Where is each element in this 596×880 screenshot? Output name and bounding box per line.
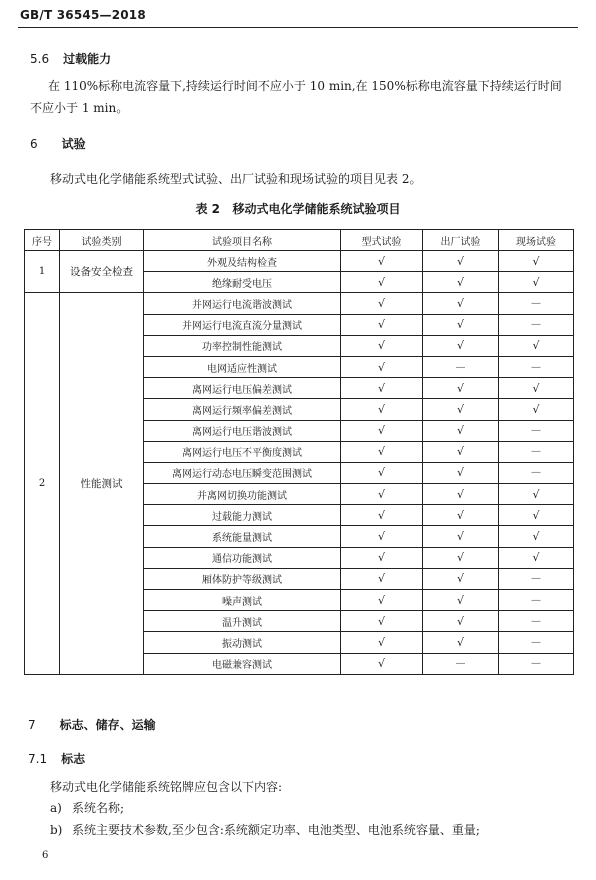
cell-type-test: √ xyxy=(341,314,423,335)
section-6-paragraph: 移动式电化学储能系统型式试验、出厂试验和现场试验的项目见表 2。 xyxy=(50,172,422,186)
page-number: 6 xyxy=(42,850,49,861)
cell-type-test: √ xyxy=(341,462,423,483)
cell-category: 设备安全检查 xyxy=(60,251,144,293)
col-header-factory-test: 出厂试验 xyxy=(423,230,499,251)
cell-type-test: √ xyxy=(341,335,423,356)
cell-site-test: √ xyxy=(499,505,574,526)
cell-item-name: 离网运行频率偏差测试 xyxy=(144,399,341,420)
cell-type-test: √ xyxy=(341,378,423,399)
table-caption: 表 2 移动式电化学储能系统试验项目 xyxy=(195,202,401,216)
cell-factory-test: √ xyxy=(423,611,499,632)
cell-seq: 1 xyxy=(25,251,60,293)
cell-type-test: √ xyxy=(341,590,423,611)
cell-type-test: √ xyxy=(341,293,423,314)
cell-item-name: 电磁兼容测试 xyxy=(144,653,341,674)
col-header-category: 试验类别 xyxy=(60,230,144,251)
section-7-1-heading xyxy=(28,750,85,767)
cell-site-test: √ xyxy=(499,251,574,272)
section-6-heading xyxy=(30,135,86,152)
cell-site-test: — xyxy=(499,568,574,589)
cell-type-test: √ xyxy=(341,356,423,377)
cell-item-name: 并网运行电流直流分量测试 xyxy=(144,314,341,335)
cell-factory-test: √ xyxy=(423,251,499,272)
cell-item-name: 外观及结构检查 xyxy=(144,251,341,272)
section-6-title: 试验 xyxy=(61,137,86,151)
cell-factory-test: √ xyxy=(423,590,499,611)
cell-factory-test: √ xyxy=(423,314,499,335)
section-7-number: 7 xyxy=(28,718,36,732)
cell-site-test: — xyxy=(499,590,574,611)
cell-site-test: — xyxy=(499,441,574,462)
cell-seq: 2 xyxy=(25,293,60,674)
section-7-heading xyxy=(28,716,156,733)
cell-site-test: — xyxy=(499,314,574,335)
col-header-type-test: 型式试验 xyxy=(341,230,423,251)
list-item-text: 系统主要技术参数,至少包含:系统额定功率、电池类型、电池系统容量、重量; xyxy=(72,823,480,837)
cell-type-test: √ xyxy=(341,568,423,589)
cell-factory-test: √ xyxy=(423,568,499,589)
cell-factory-test: √ xyxy=(423,505,499,526)
section-5-6-heading xyxy=(30,50,111,67)
cell-factory-test: √ xyxy=(423,420,499,441)
cell-type-test: √ xyxy=(341,632,423,653)
header-rule xyxy=(18,27,578,28)
cell-factory-test: √ xyxy=(423,272,499,293)
section-7-title: 标志、储存、运输 xyxy=(59,718,156,732)
cell-item-name: 厢体防护等级测试 xyxy=(144,568,341,589)
section-5-6-title: 过载能力 xyxy=(63,52,112,66)
cell-factory-test: √ xyxy=(423,335,499,356)
cell-category: 性能测试 xyxy=(60,293,144,674)
cell-site-test: √ xyxy=(499,484,574,505)
test-items-table xyxy=(24,229,574,675)
cell-item-name: 过载能力测试 xyxy=(144,505,341,526)
cell-type-test: √ xyxy=(341,505,423,526)
cell-item-name: 并离网切换功能测试 xyxy=(144,484,341,505)
cell-item-name: 绝缘耐受电压 xyxy=(144,272,341,293)
cell-factory-test: — xyxy=(423,653,499,674)
cell-item-name: 系统能量测试 xyxy=(144,526,341,547)
cell-factory-test: √ xyxy=(423,526,499,547)
cell-type-test: √ xyxy=(341,547,423,568)
document-header-id: GB/T 36545—2018 xyxy=(20,8,146,22)
table-row xyxy=(25,293,574,314)
cell-item-name: 离网运行电压谐波测试 xyxy=(144,420,341,441)
cell-item-name: 并网运行电流谐波测试 xyxy=(144,293,341,314)
cell-site-test: √ xyxy=(499,399,574,420)
cell-item-name: 振动测试 xyxy=(144,632,341,653)
cell-factory-test: √ xyxy=(423,378,499,399)
cell-site-test: — xyxy=(499,293,574,314)
table-header-row xyxy=(25,230,574,251)
section-5-6-paragraph-line1: 在 110%标称电流容量下,持续运行时间不应小于 10 min,在 150%标称电流容量下持续运行时间 xyxy=(48,79,562,93)
cell-site-test: — xyxy=(499,611,574,632)
cell-site-test: — xyxy=(499,632,574,653)
section-7-1-number: 7.1 xyxy=(28,752,48,766)
cell-site-test: — xyxy=(499,653,574,674)
section-6-number: 6 xyxy=(30,137,38,151)
list-item xyxy=(50,819,480,841)
cell-site-test: — xyxy=(499,462,574,483)
list-item xyxy=(50,797,124,819)
cell-item-name: 噪声测试 xyxy=(144,590,341,611)
cell-type-test: √ xyxy=(341,484,423,505)
list-item-label: b) xyxy=(50,823,63,837)
cell-factory-test: √ xyxy=(423,399,499,420)
cell-site-test: √ xyxy=(499,547,574,568)
cell-factory-test: √ xyxy=(423,484,499,505)
cell-item-name: 通信功能测试 xyxy=(144,547,341,568)
cell-type-test: √ xyxy=(341,441,423,462)
cell-factory-test: √ xyxy=(423,632,499,653)
cell-item-name: 离网运行电压偏差测试 xyxy=(144,378,341,399)
cell-factory-test: √ xyxy=(423,462,499,483)
cell-site-test: √ xyxy=(499,272,574,293)
cell-factory-test: √ xyxy=(423,547,499,568)
cell-type-test: √ xyxy=(341,653,423,674)
cell-item-name: 功率控制性能测试 xyxy=(144,335,341,356)
cell-type-test: √ xyxy=(341,251,423,272)
col-header-site-test: 现场试验 xyxy=(499,230,574,251)
col-header-seq: 序号 xyxy=(25,230,60,251)
cell-item-name: 温升测试 xyxy=(144,611,341,632)
cell-item-name: 离网运行动态电压瞬变范围测试 xyxy=(144,462,341,483)
cell-type-test: √ xyxy=(341,272,423,293)
cell-type-test: √ xyxy=(341,420,423,441)
col-header-item: 试验项目名称 xyxy=(144,230,341,251)
cell-site-test: √ xyxy=(499,335,574,356)
section-7-1-paragraph: 移动式电化学储能系统铭牌应包含以下内容: xyxy=(50,780,283,794)
section-7-1-title: 标志 xyxy=(61,752,86,766)
cell-item-name: 离网运行电压不平衡度测试 xyxy=(144,441,341,462)
cell-factory-test: √ xyxy=(423,293,499,314)
section-5-6-number: 5.6 xyxy=(30,52,50,66)
cell-factory-test: — xyxy=(423,356,499,377)
cell-site-test: √ xyxy=(499,378,574,399)
table-row xyxy=(25,251,574,272)
cell-type-test: √ xyxy=(341,399,423,420)
cell-site-test: — xyxy=(499,356,574,377)
cell-site-test: — xyxy=(499,420,574,441)
section-5-6-paragraph-line2: 不应小于 1 min。 xyxy=(30,101,129,115)
cell-site-test: √ xyxy=(499,526,574,547)
cell-type-test: √ xyxy=(341,611,423,632)
cell-type-test: √ xyxy=(341,526,423,547)
cell-factory-test: √ xyxy=(423,441,499,462)
list-item-text: 系统名称; xyxy=(72,801,125,815)
cell-item-name: 电网适应性测试 xyxy=(144,356,341,377)
list-item-label: a) xyxy=(50,801,62,815)
